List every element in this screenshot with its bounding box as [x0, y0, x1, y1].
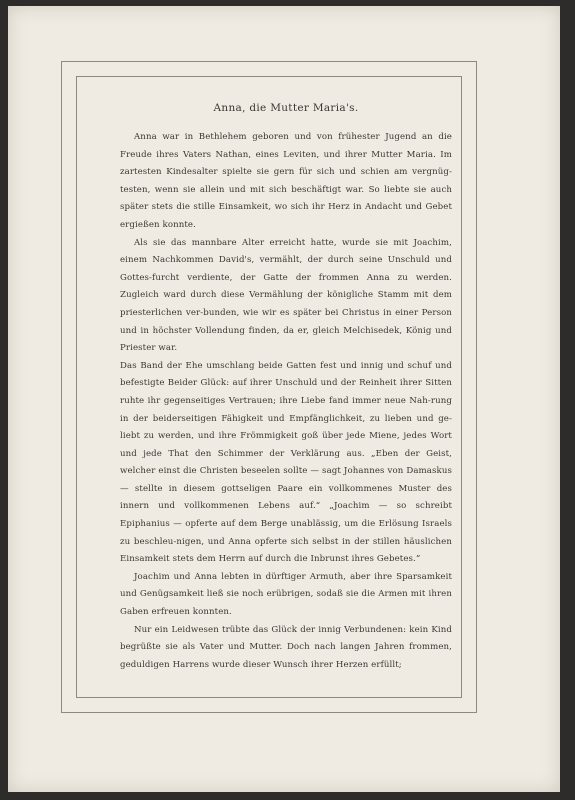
paragraph: Joachim und Anna lebten in dürftiger Armuth, aber ihre Sparsamkeit und Genügsamkeit ließ sie noch erübrigen, sodaß sie die Armen mit ihren Gaben erfreuen konnten. [120, 571, 452, 618]
paragraph: Anna war in Bethlehem geboren und von frühester Jugend an die Freude ihres Vaters Nathan, eines Leviten, und ihrer Mutter Maria. Im zartesten Kindesalter spielte sie gern für sich und schien am vergnüg-testen, wenn sie allein und mit sich beschäftigt war. So liebte sie auch später stets die stille Einsamkeit, wo sich ihr Herz in Andacht und Gebet ergießen konnte. [120, 132, 452, 230]
paragraph: Nur ein Leidwesen trübte das Glück der innig Verbundenen: kein Kind begrüßte sie als Vater und Mutter. Doch nach langen Jahren frommen, geduldigen Harrens wurde dieser Wunsch ihrer Herzen erfüllt; [120, 624, 452, 670]
paragraph: Als sie das mannbare Alter erreicht hatte, wurde sie mit Joachim, einem Nachkommen David's, vermählt, der durch seine Unschuld und Gottes-furcht verdiente, der Gatte der frommen Anna zu werden. Zugleich ward durch diese Vermählung der königliche Stamm mit dem priesterlichen ver-bunden, wie wir es später bei Christus in einer Person und in höchster Vollendung finden, da er, gleich Melchisedek, König und Priester war. [120, 237, 452, 354]
paragraph: Das Band der Ehe umschlang beide Gatten fest und innig und schuf und befestigte Beider Glück: auf ihrer Unschuld und der Reinheit ihrer Sitten ruhte ihr gegenseitiges Vertrauen; ihre Liebe fand immer neue Nah-rung in der beiderseitigen Fähigkeit und Empfänglichkeit, zu lieben und ge-liebt zu werden, und ihre Frömmigkeit goß über jede Miene, jedes Wort und jede That den Schimmer der Verklärung aus. „Eben der Geist, welcher einst die Christen beseelen sollte — sagt Johannes von Damaskus — stellte in diesem gottseligen Paare ein vollkommenes Muster des innern und vollkommenen Lebens auf.“ „Joachim — so schreibt Epiphanius — opferte auf dem Berge unablässig, um die Erlösung Israels zu beschleu-nigen, und Anna opferte sich selbst in der stillen häuslichen Einsamkeit stets dem Herrn auf durch die Inbrunst ihres Gebetes.“ [120, 360, 452, 565]
page-title: Anna, die Mutter Maria's. [213, 102, 359, 114]
page-content [120, 102, 452, 674]
